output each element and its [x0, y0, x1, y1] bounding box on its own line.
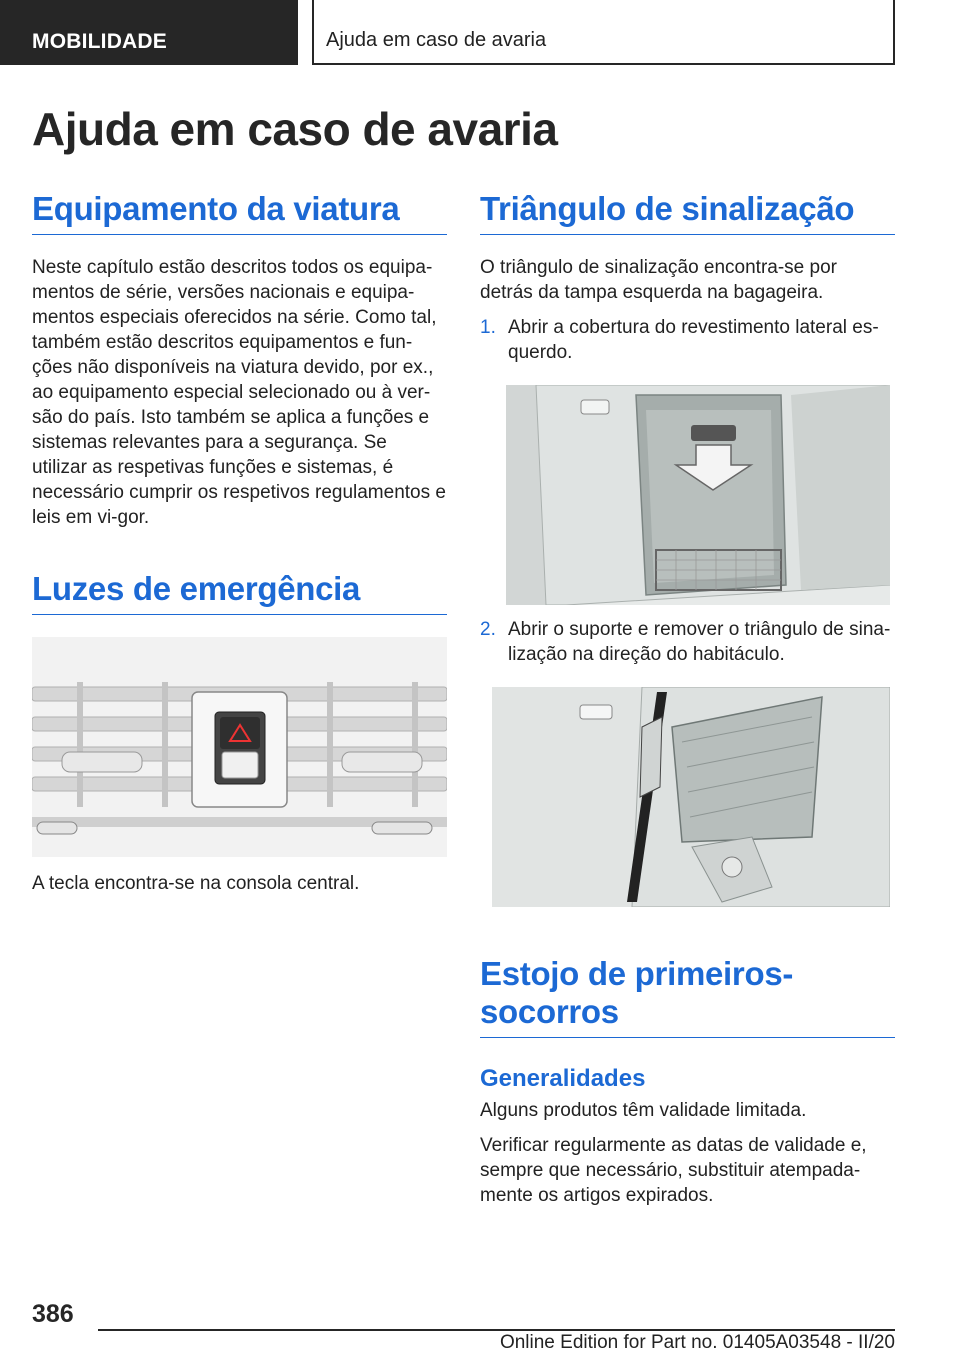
triangle-intro: O triângulo de sinalização encontra-se por detrás da tampa esquerda na bagageira.	[480, 257, 837, 303]
first-aid-heading: Estojo de primeiros-socorros	[480, 955, 895, 1038]
right-column	[480, 190, 895, 1208]
section-tab: MOBILIDADE	[0, 0, 298, 65]
general-heading: Generalidades	[480, 1065, 646, 1092]
hazard-heading: Luzes de emergência	[32, 570, 447, 615]
general-paragraph-2: Verificar regularmente as datas de validade e, sempre que necessário, substituir atempada-mente os artigos expirados.	[480, 1135, 867, 1206]
page-number: 386	[32, 1300, 74, 1328]
chapter-tab: Ajuda em caso de avaria	[312, 0, 895, 65]
footer-rule	[98, 1329, 895, 1331]
step-2-text: Abrir o suporte e remover o triângulo de sina-lização na direção do habitáculo.	[508, 619, 891, 665]
hazard-caption: A tecla encontra-se na consola central.	[32, 873, 360, 894]
step-1	[480, 315, 895, 365]
step-1-text: Abrir a cobertura do revestimento lateral es-querdo.	[508, 317, 879, 363]
page-header	[0, 0, 960, 65]
warning-triangle-illustration	[492, 687, 890, 907]
step-1-number: 1.	[480, 317, 496, 338]
general-paragraph-1: Alguns produtos têm validade limitada.	[480, 1100, 807, 1121]
equipment-text: Neste capítulo estão descritos todos os equipa-mentos de série, versões nacionais e equipa-mentos especiais oferecidos na série. Como tal, também estão descritos equipamentos e fun-ções não disponíveis na viatura devido, por ex., ao equipamento especial selecionado ou à ver-são do país. Isto também se aplica a funções e sistemas relevantes para a segurança. Se utilizar as respetivas funções e sistemas, é necessário cumprir os respetivos regulamentos e leis em vi-gor.	[32, 257, 446, 528]
step-2-number: 2.	[480, 619, 496, 640]
equipment-heading: Equipamento da viatura	[32, 190, 447, 235]
hazard-switch-illustration	[32, 637, 447, 857]
step-2	[480, 617, 895, 667]
edition-note: Online Edition for Part no. 01405A03548 - II/20	[499, 1332, 895, 1353]
side-cover-illustration	[506, 385, 890, 605]
triangle-heading: Triângulo de sinalização	[480, 190, 895, 235]
left-column	[32, 190, 447, 896]
page-title: Ajuda em caso de avaria	[32, 103, 558, 155]
